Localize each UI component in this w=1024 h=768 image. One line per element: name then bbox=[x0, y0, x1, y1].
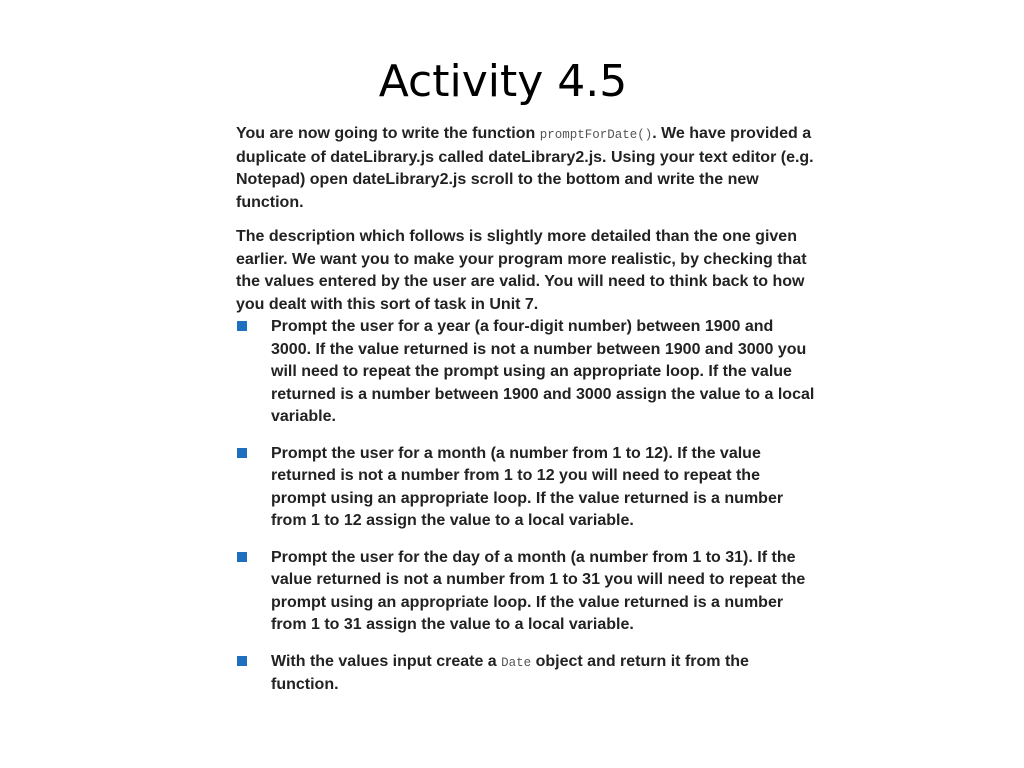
list-item-year bbox=[236, 316, 816, 429]
requirements-list bbox=[236, 316, 816, 697]
list-item-day bbox=[236, 547, 816, 637]
list-item-text: Prompt the user for a year (a four-digit number) between 1900 and 3000. If the value returned is not a number between 1900 and 3000 you will need to repeat the prompt using an appropriate loop. If the value returned is a number between 1900 and 3000 assign the value to a local variable. bbox=[271, 318, 815, 425]
square-bullet-icon bbox=[237, 552, 247, 562]
list-item-date bbox=[236, 651, 816, 697]
list-item-text: Prompt the user for the day of a month (a number from 1 to 31). If the value returned is not a number from 1 to 31 you will need to repeat the prompt using an appropriate loop. If the value returned is a number from 1 to 31 assign the value to a local variable. bbox=[271, 548, 806, 633]
list-item-text: Prompt the user for a month (a number from 1 to 12). If the value returned is not a number from 1 to 12 you will need to repeat the prompt using an appropriate loop. If the value returned is a number from 1 to 12 assign the value to a local variable. bbox=[271, 444, 784, 529]
list-item-month bbox=[236, 443, 816, 533]
square-bullet-icon bbox=[237, 656, 247, 666]
date-text-before: With the values input create a bbox=[271, 652, 502, 670]
intro-text-after: . We have provided a duplicate of dateLibrary.js called dateLibrary2.js. Using your text editor (e.g. Notepad) open dateLibrary2.js scroll to the bottom and write the new function. bbox=[236, 125, 814, 211]
slide-body bbox=[236, 123, 816, 697]
date-object-code: Date bbox=[501, 655, 532, 670]
description-paragraph: The description which follows is slightly more detailed than the one given earlier. We want you to make your program more realistic, by checking that the values entered by the user are valid. You will need to think back to how you dealt with this sort of task in Unit 7. bbox=[236, 228, 807, 313]
square-bullet-icon bbox=[237, 448, 247, 458]
intro-function-code: promptForDate() bbox=[539, 128, 653, 142]
date-text-after: object and return it from the function. bbox=[271, 652, 749, 693]
intro-text-before: You are now going to write the function bbox=[236, 125, 540, 142]
intro-paragraph bbox=[236, 123, 816, 214]
slide-title: Activity 4.5 bbox=[378, 56, 628, 107]
list-item-text bbox=[271, 653, 749, 694]
square-bullet-icon bbox=[237, 321, 247, 331]
